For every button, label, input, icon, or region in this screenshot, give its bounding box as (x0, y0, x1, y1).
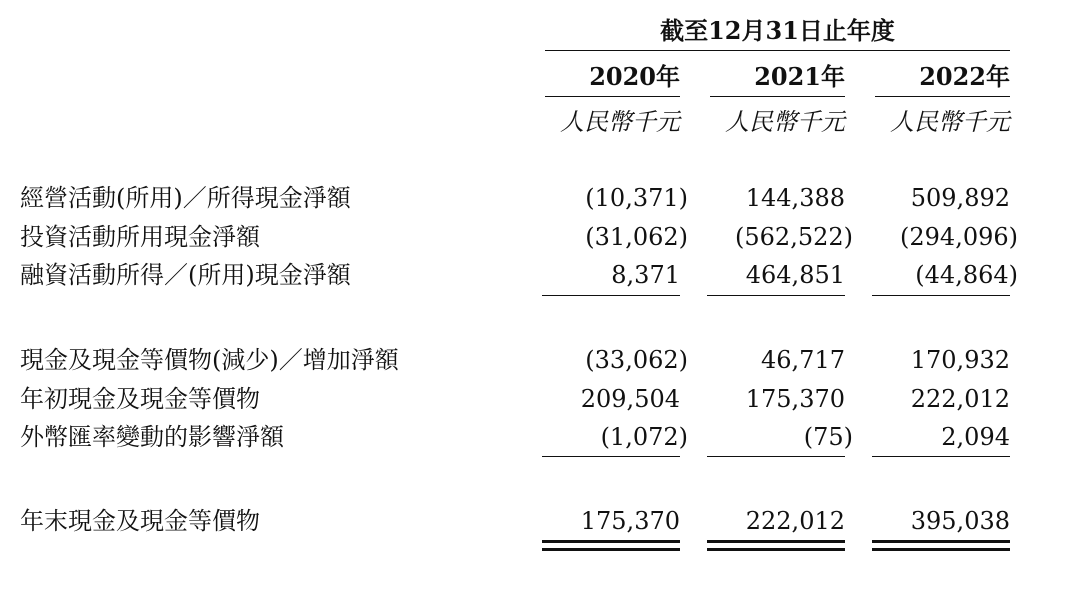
row-value: 175,370 (745, 385, 845, 413)
row-value: 170,932 (910, 346, 1010, 374)
year-rule-2020 (545, 96, 680, 97)
row-label-beginning-balance: 年初現金及現金等價物 (20, 385, 260, 413)
row-value: 175,370 (580, 507, 680, 535)
row-value: 209,504 (580, 385, 680, 413)
column-unit-2022: 人民幣千元 (890, 108, 1010, 136)
column-year-2021: 2021年 (754, 62, 845, 91)
row-value: 395,038 (910, 507, 1010, 535)
period-header: 截至12月31日止年度 (660, 16, 895, 45)
row-value: (294,096) (900, 223, 1018, 251)
column-year-2022: 2022年 (919, 62, 1010, 91)
subtotal-rule-2022 (872, 295, 1010, 296)
row-label-fx-effect: 外幣匯率變動的影響淨額 (20, 423, 284, 451)
row-value: 8,371 (611, 261, 680, 289)
double-underline-2022 (872, 540, 1010, 551)
row-value: 222,012 (745, 507, 845, 535)
row-value: (562,522) (735, 223, 853, 251)
subtotal-rule-2021 (707, 295, 845, 296)
total-rule-2022 (872, 456, 1010, 457)
row-label-financing: 融資活動所得／(所用)現金淨額 (20, 261, 351, 289)
column-year-2020: 2020年 (589, 62, 680, 91)
column-unit-2021: 人民幣千元 (725, 108, 845, 136)
row-label-operating: 經營活動(所用)／所得現金淨額 (20, 184, 351, 212)
subtotal-rule-2020 (542, 295, 680, 296)
row-value: 46,717 (761, 346, 845, 374)
year-rule-2021 (710, 96, 845, 97)
row-label-ending-balance: 年末現金及現金等價物 (20, 507, 260, 535)
double-underline-2020 (542, 540, 680, 551)
double-underline-2021 (707, 540, 845, 551)
row-value: 144,388 (745, 184, 845, 212)
total-rule-2020 (542, 456, 680, 457)
row-value: 509,892 (910, 184, 1010, 212)
row-value: 464,851 (745, 261, 845, 289)
total-rule-2021 (707, 456, 845, 457)
row-value: (44,864) (915, 261, 1018, 289)
row-value: (1,072) (600, 423, 688, 451)
row-value: 2,094 (941, 423, 1010, 451)
row-value: (75) (803, 423, 853, 451)
row-label-net-change: 現金及現金等價物(減少)／增加淨額 (20, 346, 399, 374)
row-value: (10,371) (585, 184, 688, 212)
column-unit-2020: 人民幣千元 (560, 108, 680, 136)
row-value: (33,062) (585, 346, 688, 374)
row-label-investing: 投資活動所用現金淨額 (20, 223, 260, 251)
header-rule (545, 50, 1010, 51)
row-value: (31,062) (585, 223, 688, 251)
row-value: 222,012 (910, 385, 1010, 413)
year-rule-2022 (875, 96, 1010, 97)
